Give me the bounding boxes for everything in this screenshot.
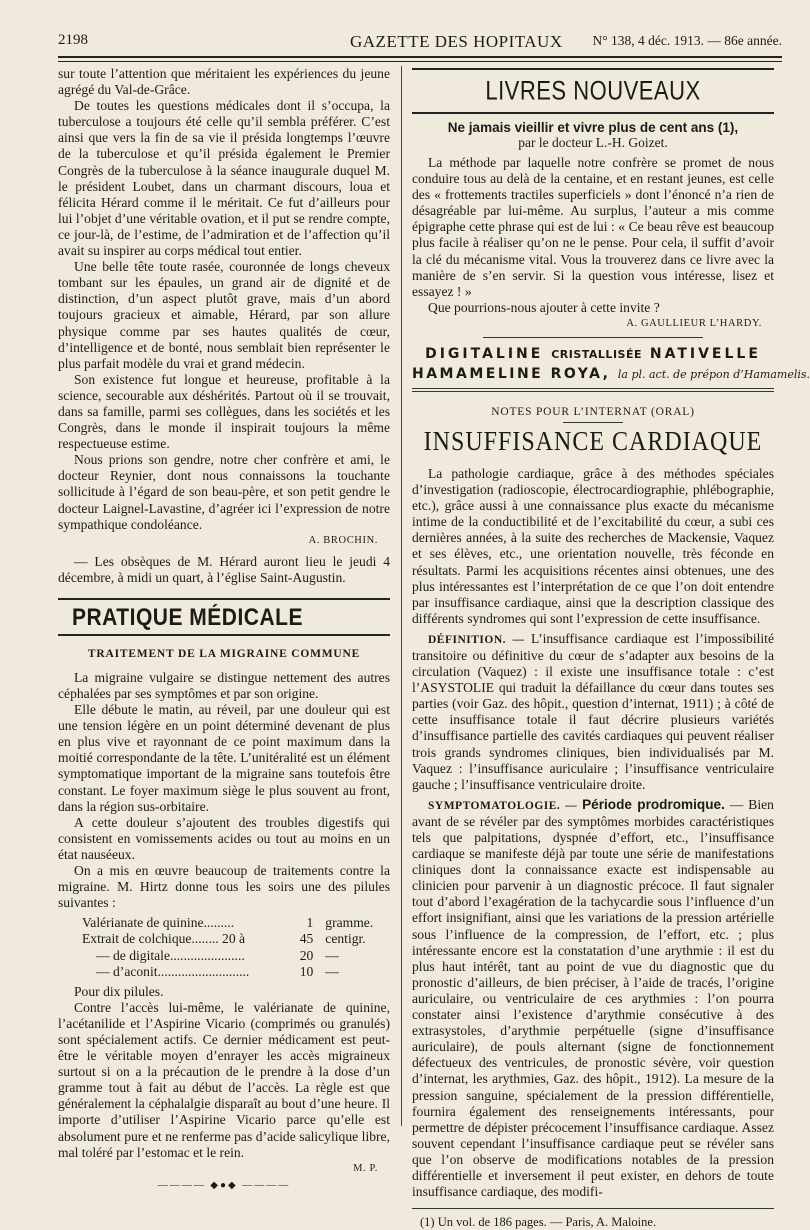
page-number: 2198 [58, 32, 88, 48]
ad-word: DIGITALINE [425, 345, 544, 362]
article-subhead: NOTES POUR L’INTERNAT (ORAL) [491, 405, 695, 418]
ingredient-name: — d’aconit........................... [96, 963, 250, 979]
ingredient-quantity: 45 [299, 931, 314, 947]
obituary-paragraph: De toutes les questions médicales dont il s’occupa, la tuberculose a toujours été celle qu’il sembla préférer. C’est ainsi que vers la fin de sa vie il présida longtemps l’œuvre de la tuberculose et qu’il présida également le Premier Congrès de la tuberculose à la séance inaugurale duquel M. le président Loubet, dans un charmant discours, loua et félicita Hérard comme il le méritait. Ce fut d’ailleurs pour lui l’objet d’une véritable ovation, et il put se rendre compte, ce jour-là, de l’estime, de l’admiration et de l’affection qu’il avait su inspirer au corps médical tout entier. [58, 98, 390, 259]
ad-tagline: la pl. act. de prépon d’Hamamelis. [617, 367, 810, 381]
divider [563, 422, 623, 423]
symptomatology-subhead: Période prodromique. [582, 796, 725, 812]
article-paragraph: On a mis en œuvre beaucoup de traitements contre la migraine. M. Hirtz donne tous les soirs une des pilules suivantes : [58, 863, 390, 911]
symptomatology-text: — Bien avant de se révéler par des symptômes morbides caractéristiques tels que palpitations, dyspnée d’effort, etc., l’insuffisance cardiaque se manifeste déjà par toute une série de manifestations cliniques dont la connaissance exacte est indispensable au clinicien pour parvenir à un diagnostic précoce. Il faut signaler tout d’abord l’exagération de la tachycardie sous l’influence d’un effort insignifiant, ainsi que les variations de la pression artérielle sous l’influence de la compression, de l’effort, etc. ; plus intéressante encore est la constatation d’une arythmie : il est du plus haut intérêt, tant au point de vue du diagnostic que du pronostic d’ailleurs, de bien préciser, à l’aide de tracés, l’origine auriculaire, ou ventriculaire de ces arythmies : l’on pourra constater ainsi l’existence d’arythmie consécutive à des extrasystoles, d’arythmie perpétuelle (signe d’insuffisance auriculaire), de pouls alternant (signe de fonctionnement défectueux des ventricules, de pronostic sévère, voir question d’internat, les arythmies, Gaz. des hôpit., 1912). La mesure de la pression sanguine, spécialement de la pression différentielle, fournira également des renseignements intéressants, pour permettre de dépister précocement l’insuffisance cardiaque. Assez souvent cependant l’insuffisance cardiaque peut se révéler sans que l’on observe de modifications notables de la pression différentielle et inversement il peut exister, en dehors de toute insuffisance cardiaque, des modifi- [412, 796, 774, 1200]
header-rule [58, 56, 782, 58]
ornament-divider: ———— ◆●◆ ———— [157, 1179, 291, 1191]
review-paragraph: Que pourrions-nous ajouter à cette invite ? [428, 299, 660, 315]
ad-word: HAMAMELINE ROYA, [412, 365, 611, 382]
prescription-row [80, 915, 375, 931]
ingredient-quantity: 1 [306, 915, 314, 931]
section-header-box [58, 598, 390, 636]
prescription-row [80, 948, 375, 964]
prescription-row [80, 931, 375, 947]
ingredient-quantity: 20 [299, 947, 314, 963]
section-title: LIVRES NOUVEAUX [485, 75, 701, 106]
ingredient-unit: — [325, 963, 339, 979]
ingredient-name: — de digitale...................... [96, 947, 245, 963]
divider [483, 337, 703, 338]
prescription-row [80, 964, 375, 980]
ingredient-unit: centigr. [325, 931, 366, 947]
footnote-rule [412, 1208, 774, 1209]
ingredient-unit: — [325, 947, 339, 963]
book-author: par le docteur L.-H. Goizet. [518, 135, 668, 150]
divider [412, 391, 774, 392]
advertisement-digitaline [412, 346, 774, 362]
article-paragraph: La migraine vulgaire se distingue nettement des autres céphalées par ses symptômes et par son origine. [58, 669, 390, 701]
book-title: Ne jamais vieillir et vivre plus de cent ans (1), [447, 120, 739, 135]
ingredient-name: Valérianate de quinine......... [82, 915, 235, 931]
ingredient-name: Extrait de colchique........ 20 à [82, 931, 246, 947]
prescription-table [80, 915, 375, 979]
obituary-paragraph: Une belle tête toute rasée, couronnée de longs cheveux tombant sur les épaules, un grand air de dignité et de distinction, d’un aspect plutôt grave, mais d’un abord toujours gracieux et aimable, Hérard, par son allure physique comme par ses hautes qualités de cœur, d’intelligence et de bonté, nous semblait bien représenter le plus parfait modèle du vrai et grand médecin. [58, 259, 390, 371]
divider [412, 388, 774, 389]
author-signature: A. GAULLIEUR L’HARDY. [626, 317, 762, 329]
article-subhead: TRAITEMENT DE LA MIGRAINE COMMUNE [87, 647, 361, 660]
review-paragraph: La méthode par laquelle notre confrère se promet de nous conduire tous au delà de la centaine, et en restant jeunes, est celle des « frottements tractiles superficiels » dont l’énoncé n’a rien de désagréable par lui-même. Au surplus, l’auteur a mis comme épigraphe cette phrase qui est de lui : « Ce beau rêve est beaucoup plus facile à réaliser qu’on ne le pense. Pour cela, il suffit d’avoir la clé du mécanisme vital. Vous la trouverez dans ce livre avec la manière de s’en servir. Si la question vous intéresse, lisez et essayez ! » [412, 155, 774, 299]
ad-word: NATIVELLE [649, 345, 761, 362]
issue-info: N° 138, 4 déc. 1913. — 86e année. [592, 33, 782, 48]
section-title: PRATIQUE MÉDICALE [72, 604, 303, 631]
article-paragraph: Elle débute le matin, au réveil, par une douleur qui est une tension légère en un point déterminé devenant de plus en plus vive et rayonnant de ce point maximum dans la moitié correspondante de la tête. L’unitéralité est un élément symptomatique important de la migraine sans toutefois être constant. Le foyer maximum siège le plus souvent au front, dans la région sus-orbitaire. [58, 702, 390, 814]
ingredient-quantity: 10 [299, 963, 314, 979]
funeral-notice: — Les obsèques de M. Hérard auront lieu le jeudi 4 décembre, à midi un quart, à l’église Saint-Augustin. [58, 553, 390, 585]
symptomatology-label: SYMPTOMATOLOGIE. — [428, 799, 578, 812]
definition-paragraph [412, 631, 774, 793]
article-paragraph: La pathologie cardiaque, grâce à des méthodes spéciales d’investigation (radioscopie, électrocardiographie, phlébographie, etc.), grâce aussi à une connaissance plus exacte du mécanisme intime de la conductibilité et de l’excitabilité du cœur, a subi ces dernières années, à la suite des recherches de Mackensie, Vaquez et ses élèves, etc., une orientation nouvelle, très féconde en résultats. Parmi les acquisitions récentes ainsi obtenues, une des plus intéressantes est l’interprétation de ce que l’on doit entendre par insuffisance cardiaque, ainsi que la description classique des différents syndromes qui sont l’expression de cette insuffisance. [412, 465, 774, 626]
obituary-paragraph: Nous prions son gendre, notre cher confrère et ami, le docteur Reynier, dont nous connaissons la touchante sollicitude à l’égard de son beau-père, et son petit gendre le docteur Laignel-Lavastine, d’agréer ici l’expression de notre sympathique condoléance. [58, 452, 390, 532]
symptomatology-paragraph [412, 797, 774, 1200]
page-header [58, 30, 782, 54]
definition-label: DÉFINITION. — [428, 633, 525, 646]
prescription-end: Pour dix pilules. [74, 983, 164, 999]
journal-title: GAZETTE DES HOPITAUX [350, 32, 563, 51]
column-divider [401, 66, 402, 1126]
left-column [58, 66, 390, 1191]
footnote: (1) Un vol. de 186 pages. — Paris, A. Maloine. [420, 1215, 657, 1230]
right-column [412, 66, 810, 1230]
article-title: INSUFFISANCE CARDIAQUE [423, 426, 763, 457]
definition-text: L’insuffisance cardiaque est l’impossibilité transitoire ou définitive du cœur de s’adapter aux besoins de la circulation (Vaquez) : il existe une insuffisance totale : c’est l’ASYSTOLIE qui traduit la défaillance du cœur dans toutes ses parties (voir Gaz. des hôpit., question d’internat, 1911) ; à côté de cette insuffisance totale il faut décrire plusieurs variétés d’insuffisance partielle des cavités cardiaques qui peuvent réaliser trois grands syndromes cliniques, bien individualisés par M. Vaquez : l’insuffisance auriculaire ; l’insuffisance ventriculaire gauche ; l’insuffisance ventriculaire droite. [412, 630, 774, 792]
ingredient-unit: gramme. [325, 915, 374, 931]
article-paragraph: A cette douleur s’ajoutent des troubles digestifs qui consistent en vomissements acides ou tout au moins en un état nauséeux. [58, 814, 390, 862]
advertisement-hamameline [412, 365, 810, 382]
ad-word: CRISTALLISÉE [551, 347, 642, 361]
obituary-paragraph: sur toute l’attention que méritaient les expériences du jeune agrégé du Val-de-Grâce. [58, 66, 390, 98]
obituary-paragraph: Son existence fut longue et heureuse, profitable à la science, secourable aux déshérités. Partout où il se trouvait, dans sa famille, parmi ses collègues, dans les sociétés et les Congrès, dans le monde il inspirait toujours la même respectueuse estime. [58, 371, 390, 452]
author-signature: A. BROCHIN. [308, 534, 378, 546]
article-paragraph: Contre l’accès lui-même, le valérianate de quinine, l’acétanilide et l’Aspirine Vicario (comprimés ou granulés) sont spécialement actifs. Ce dernier médicament est peut-être le véritable moyen d’enrayer les accès migraineux surtout si on a la précaution de le prendre à la dose d’un gramme tout à fait au début de l’accès. La règle est que généralement la céphalalgie disparaît au bout d’une heure. Il importe d’utiliser l’Aspirine Vicario parce qu’elle est absolument pure et ne renferme pas d’acide salicylique libre, mal toléré par l’estomac et le rein. [58, 999, 390, 1160]
header-rule-thin [58, 61, 782, 62]
section-header-box [412, 68, 774, 114]
author-signature: M. P. [353, 1162, 378, 1174]
